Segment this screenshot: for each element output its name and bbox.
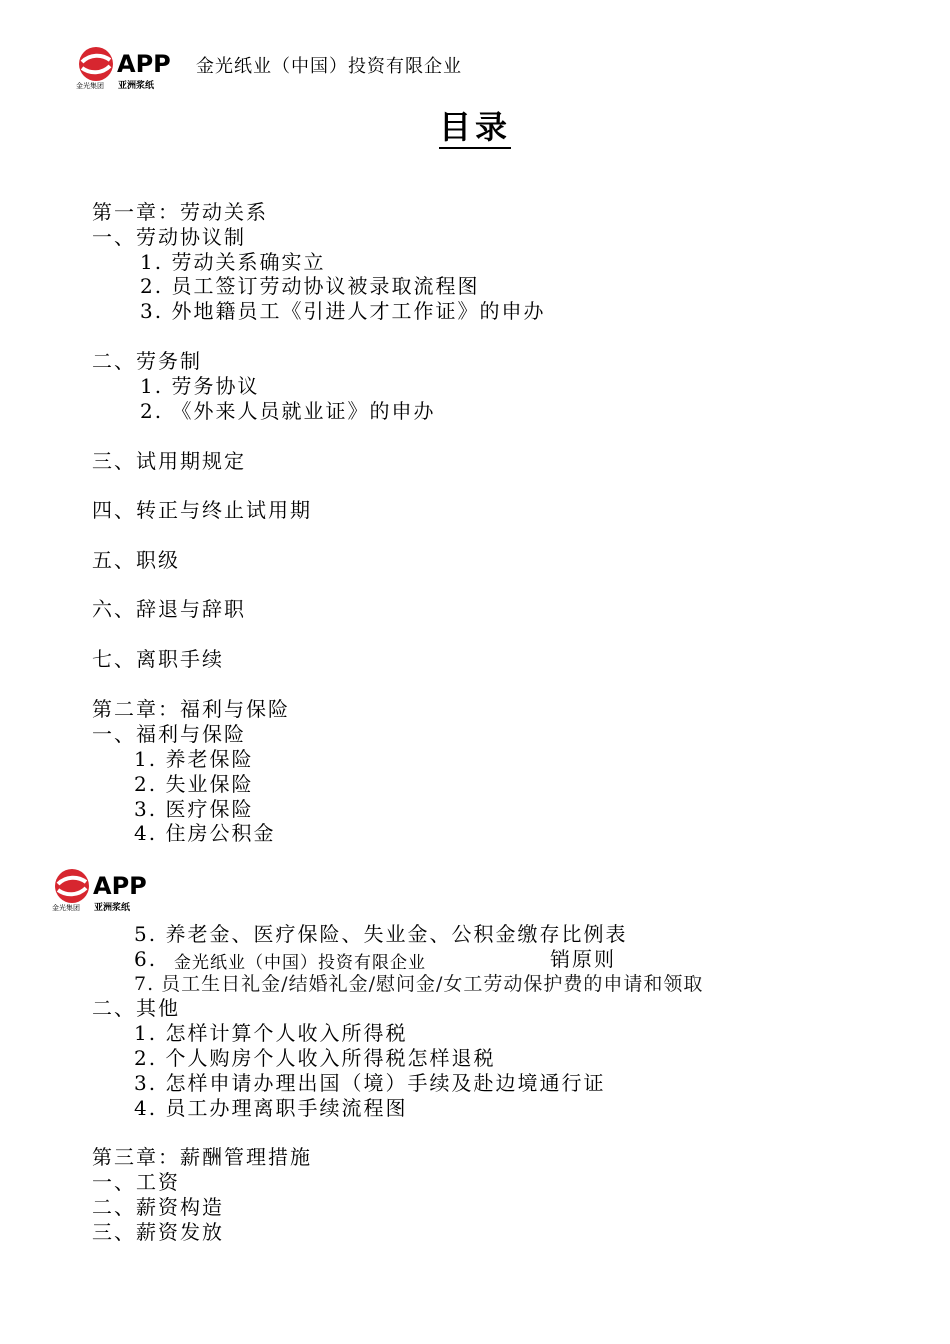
section-heading: 七、离职手续 xyxy=(92,647,224,671)
svg-text:亚洲浆纸: 亚洲浆纸 xyxy=(94,903,131,912)
toc-item-number: 6. xyxy=(134,947,158,971)
section-heading: 六、辞退与辞职 xyxy=(92,597,246,621)
app-logo xyxy=(76,44,176,90)
toc-item: 1. 劳务协议 xyxy=(140,374,260,398)
toc-item: 2. 失业保险 xyxy=(134,772,254,796)
company-name: 金光纸业（中国）投资有限企业 xyxy=(196,56,462,77)
toc-item: 3. 外地籍员工《引进人才工作证》的申办 xyxy=(140,299,546,323)
toc-item: 2. 员工签订劳动协议被录取流程图 xyxy=(140,274,480,298)
toc-item: 2. 个人购房个人收入所得税怎样退税 xyxy=(134,1046,496,1070)
toc-item: 1. 怎样计算个人收入所得税 xyxy=(134,1021,408,1045)
page-title: 目录 xyxy=(0,102,950,148)
company-name: 金光纸业（中国）投资有限企业 xyxy=(172,948,428,973)
toc-item: 1. 养老保险 xyxy=(134,747,254,771)
chapter-2-heading: 第二章：福利与保险 xyxy=(92,697,290,721)
svg-text:亚洲浆纸: 亚洲浆纸 xyxy=(118,81,155,90)
toc-item: 4. 员工办理离职手续流程图 xyxy=(134,1096,408,1120)
svg-text:APP: APP xyxy=(93,872,147,900)
svg-text:金光集团: 金光集团 xyxy=(76,82,104,90)
toc-item: 2. 《外来人员就业证》的申办 xyxy=(140,399,436,423)
toc-item: 7. 员工生日礼金/结婚礼金/慰问金/女工劳动保护费的申请和领取 xyxy=(134,973,704,995)
toc-item: 5. 养老金、医疗保险、失业金、公积金缴存比例表 xyxy=(134,922,628,946)
toc-item: 3. 医疗保险 xyxy=(134,797,254,821)
section-heading: 二、劳务制 xyxy=(92,349,202,373)
section-heading: 五、职级 xyxy=(92,548,180,572)
section-heading: 四、转正与终止试用期 xyxy=(92,498,312,522)
chapter-1-heading: 第一章：劳动关系 xyxy=(92,200,268,224)
app-logo xyxy=(52,866,152,912)
toc-item-tail: 销原则 xyxy=(550,947,616,971)
section-heading: 二、薪资构造 xyxy=(92,1195,224,1219)
toc-item: 3. 怎样申请办理出国（境）手续及赴边境通行证 xyxy=(134,1071,606,1095)
toc-item: 1. 劳动关系确实立 xyxy=(140,250,326,274)
section-heading: 三、试用期规定 xyxy=(92,449,246,473)
chapter-3-heading: 第三章：薪酬管理措施 xyxy=(92,1145,312,1169)
section-heading: 一、工资 xyxy=(92,1170,180,1194)
section-heading: 一、福利与保险 xyxy=(92,722,246,746)
section-heading: 三、薪资发放 xyxy=(92,1220,224,1244)
section-heading: 一、劳动协议制 xyxy=(92,225,246,249)
toc-item: 4. 住房公积金 xyxy=(134,821,276,845)
svg-text:金光集团: 金光集团 xyxy=(52,904,80,912)
svg-text:APP: APP xyxy=(117,50,171,78)
section-heading: 二、其他 xyxy=(92,996,180,1020)
